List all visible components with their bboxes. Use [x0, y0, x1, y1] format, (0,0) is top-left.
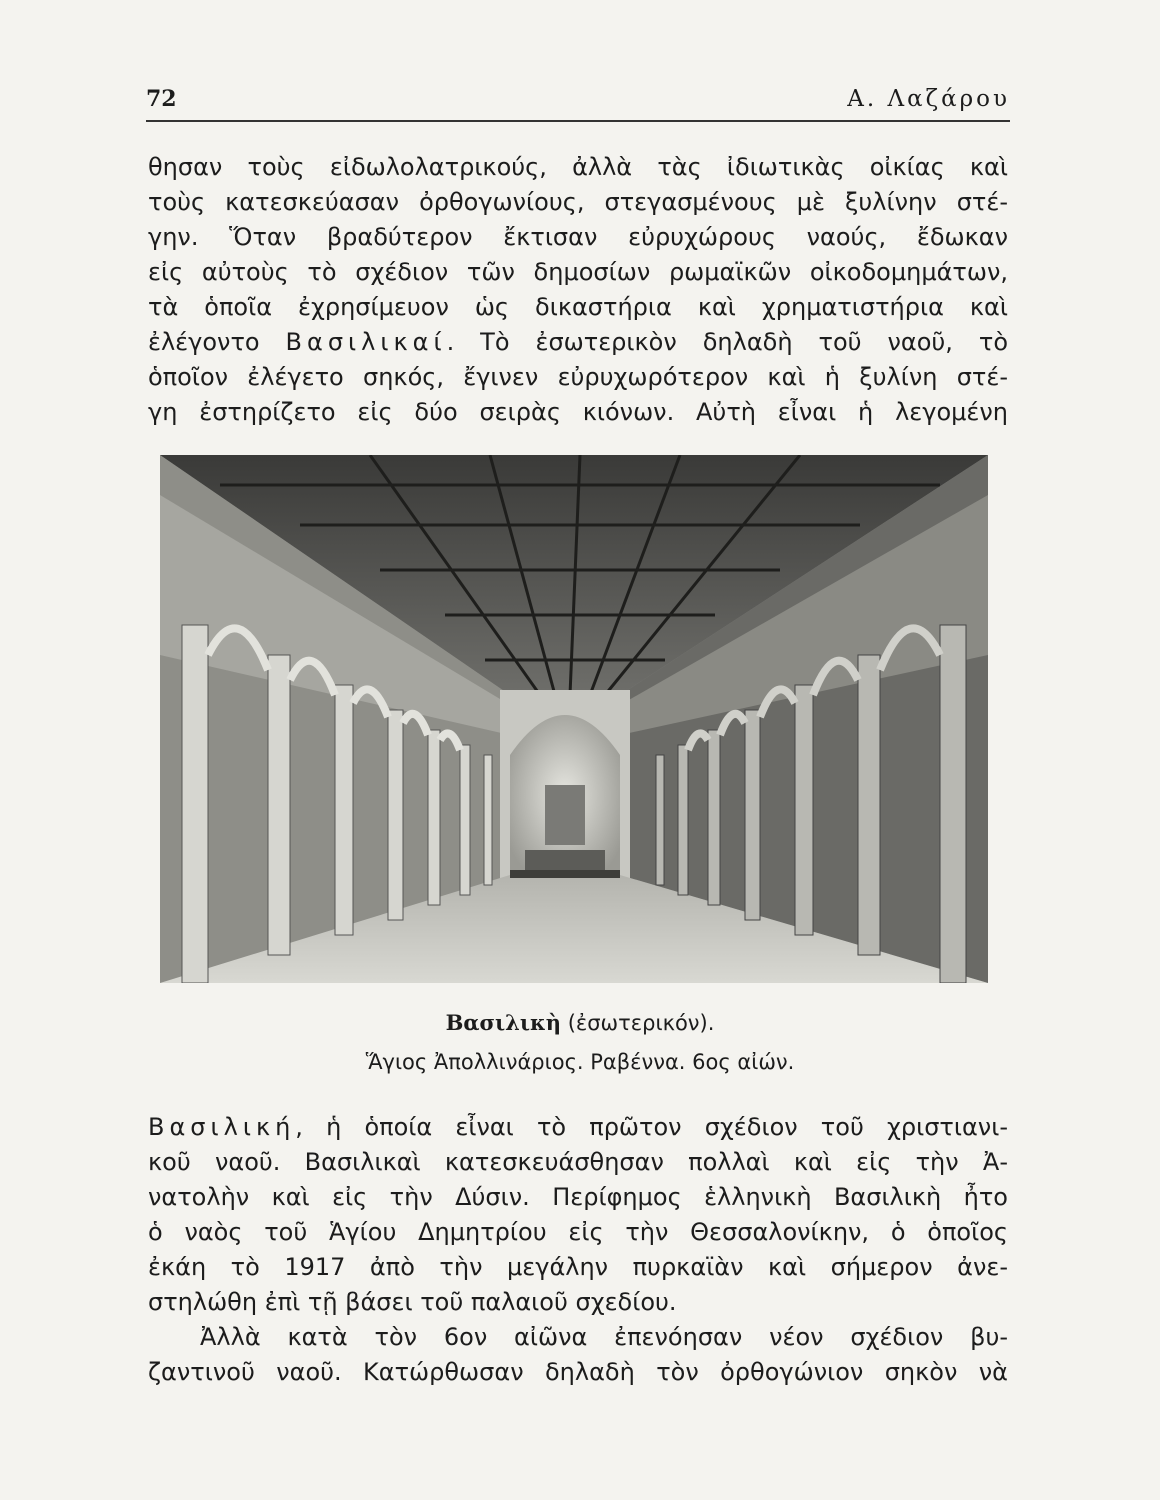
text-line: στηλώθη ἐπὶ τῇ βάσει τοῦ παλαιοῦ σχεδίου.: [148, 1288, 677, 1316]
paragraph-1: [148, 150, 1008, 430]
caption-bold: Βασιλικὴ: [445, 1010, 562, 1035]
spaced-term: Βασιλικαί: [285, 328, 447, 356]
text-line: [148, 1110, 1008, 1145]
text-line: τοὺς κατεσκεύασαν ὀρθογωνίους, στεγασμένους μὲ ξυλίνην στέ-: [148, 188, 1008, 216]
running-head: Α. Λαζάρου: [847, 86, 1010, 112]
text-line: Ἀλλὰ κατὰ τὸν 6ον αἰῶνα ἐπενόησαν νέον σχέδιον βυ-: [200, 1323, 1008, 1351]
text-line: εἰς αὐτοὺς τὸ σχέδιον τῶν δημοσίων ρωμαϊκῶν οἰκοδομημάτων,: [148, 258, 1008, 286]
text-fragment: , ἡ ὁποία εἶναι τὸ πρῶτον σχέδιον τοῦ χριστιανι-: [295, 1113, 1008, 1141]
basilica-interior-photo: [160, 455, 988, 983]
spaced-term: Βασιλική: [148, 1113, 296, 1141]
text-fragment: . Τὸ ἐσωτερικὸν δηλαδὴ τοῦ ναοῦ, τὸ: [446, 328, 1009, 356]
text-line: νατολὴν καὶ εἰς τὴν Δύσιν. Περίφημος ἑλληνικὴ Βασιλικὴ ἦτο: [148, 1183, 1008, 1211]
text-line: [148, 325, 1008, 360]
text-line: ζαντινοῦ ναοῦ. Κατώρθωσαν δηλαδὴ τὸν ὀρθογώνιον σηκὸν νὰ: [148, 1358, 1008, 1386]
text-line: τὰ ὁποῖα ἐχρησίμευον ὡς δικαστήρια καὶ χρηματιστήρια καὶ: [148, 293, 1008, 321]
text-line: ἐκάη τὸ 1917 ἀπὸ τὴν μεγάλην πυρκαϊὰν καὶ σήμερον ἀνε-: [148, 1253, 1008, 1281]
figure-caption-detail: Ἅγιος Ἀπολλινάριος. Ραβέννα. 6ος αἰών.: [365, 1050, 795, 1074]
page-header: [146, 84, 1010, 122]
text-line: κοῦ ναοῦ. Βασιλικαὶ κατεσκευάσθησαν πολλαὶ καὶ εἰς τὴν Ἀ-: [148, 1148, 1008, 1176]
paragraph-3: [148, 1320, 1008, 1390]
basilica-illustration: [160, 455, 988, 983]
text-line: θησαν τοὺς εἰδωλολατρικούς, ἀλλὰ τὰς ἰδιωτικὰς οἰκίας καὶ: [148, 153, 1008, 181]
text-line: γην. Ὅταν βραδύτερον ἔκτισαν εὐρυχώρους ναούς, ἔδωκαν: [148, 223, 1008, 251]
text-line: ὁποῖον ἐλέγετο σηκός, ἔγινεν εὐρυχωρότερον καὶ ἡ ξυλίνη στέ-: [148, 363, 1008, 391]
paragraph-2: [148, 1110, 1008, 1320]
caption-rest: (ἐσωτερικόν).: [561, 1011, 715, 1035]
page-number: 72: [146, 86, 177, 112]
text-line: γη ἐστηρίζετο εἰς δύο σειρὰς κιόνων. Αὐτὴ εἶναι ἡ λεγομένη: [148, 398, 1008, 426]
text-fragment: ἐλέγοντο: [148, 328, 286, 356]
figure-caption-title: [0, 1010, 1160, 1035]
text-line: ὁ ναὸς τοῦ Ἁγίου Δημητρίου εἰς τὴν Θεσσαλονίκην, ὁ ὁποῖος: [148, 1218, 1008, 1246]
